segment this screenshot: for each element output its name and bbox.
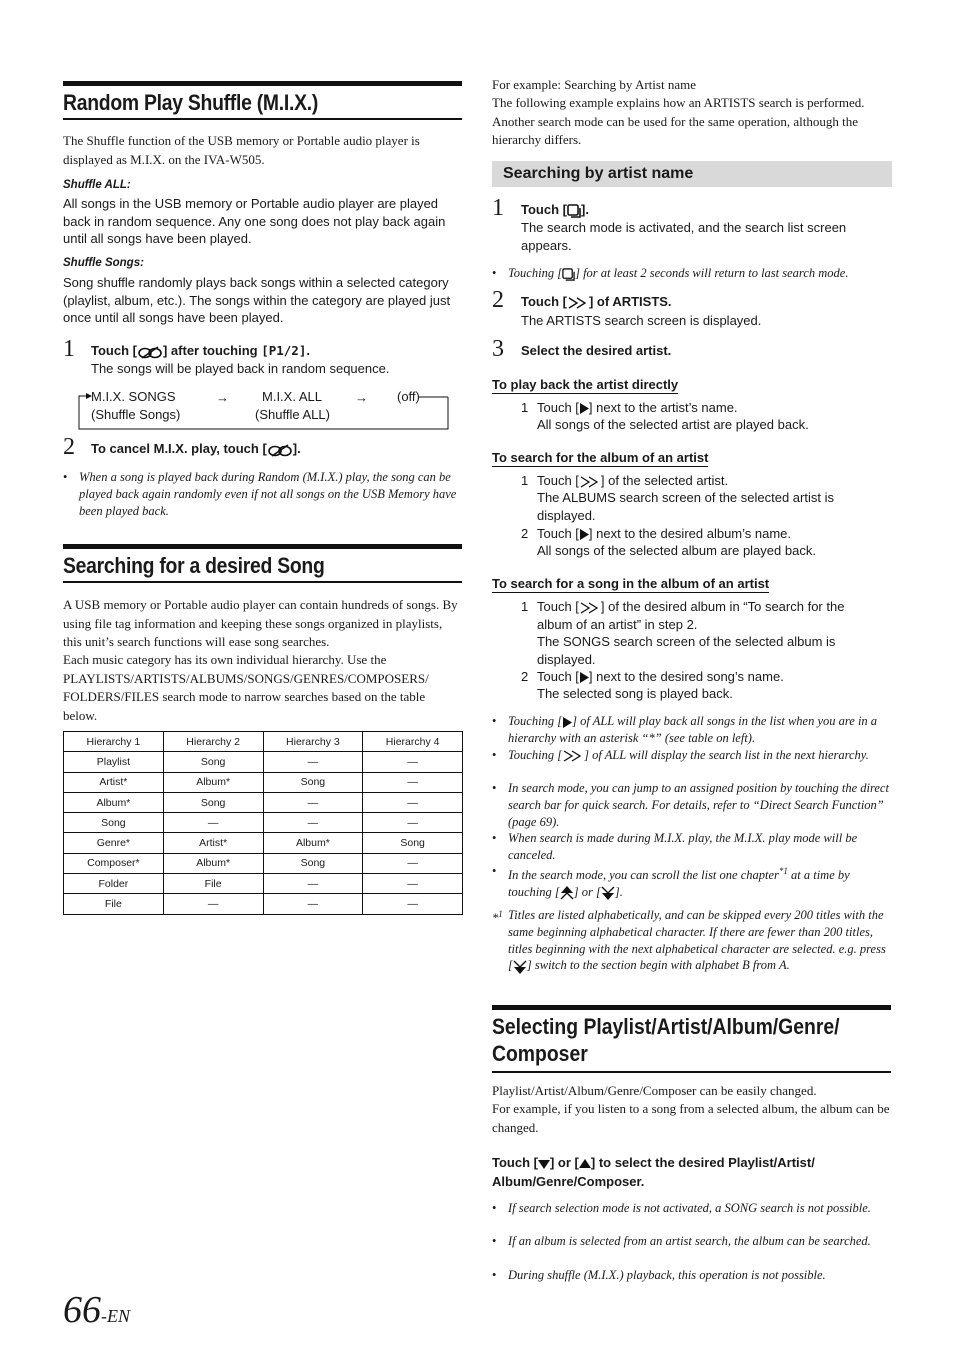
table-cell: Artist* <box>64 772 164 792</box>
step-text: ]. <box>292 441 301 456</box>
search-album-step1 <box>521 472 892 490</box>
table-header-cell: Hierarchy 3 <box>263 732 363 752</box>
shuffle-all-text: All songs in the USB memory or Portable audio player are played back in random sequence. Any one song does not play back again until all songs have been played. <box>63 196 446 246</box>
note-text: During shuffle (M.I.X.) playback, this operation is not possible. <box>508 1268 826 1282</box>
list-number: 2 <box>521 526 529 541</box>
note-scroll-chapter <box>492 863 892 901</box>
selecting-instruction <box>492 1153 892 1191</box>
note-text: In search mode, you can jump to an assigned position by touching the direct search bar for quick search. For details, refer to “Direct Search Function” (page 69). <box>508 781 889 829</box>
selecting-note1 <box>492 1200 892 1217</box>
mix-step1-desc: The songs will be played back in random sequence. <box>91 361 390 376</box>
table-cell: — <box>363 874 463 894</box>
search-mode-icon <box>567 204 581 218</box>
list-number: 1 <box>521 400 529 415</box>
search-album-step2 <box>521 525 892 543</box>
shuffle-songs-title: Shuffle Songs: <box>63 257 144 269</box>
table-cell: Song <box>263 853 363 873</box>
double-chevron-right-icon <box>562 750 584 762</box>
p1-2-label: [P1/2] <box>261 343 307 358</box>
table-header-cell: Hierarchy 4 <box>363 732 463 752</box>
mix-step1-title <box>91 343 310 359</box>
table-cell: Folder <box>64 874 164 894</box>
table-cell: — <box>163 894 263 914</box>
selecting-para1: Playlist/Artist/Album/Genre/Composer can be easily changed. <box>492 1083 817 1098</box>
heading-line: Composer <box>492 1041 588 1066</box>
mix-step2-title <box>91 441 301 457</box>
table-cell: Composer* <box>64 853 164 873</box>
bullet: • <box>492 714 497 728</box>
table-cell: Album* <box>64 792 164 812</box>
note-text: If an album is selected from an artist search, the album can be searched. <box>508 1234 871 1248</box>
bullet: • <box>492 748 497 762</box>
note-mix-canceled <box>492 830 892 864</box>
search-song-step2 <box>521 668 892 686</box>
note-text: at a time by touching [ <box>508 868 850 899</box>
search-song-step1 <box>521 598 877 633</box>
note-next-hierarchy <box>492 747 892 764</box>
cycle-item-mix-songs-sub: (Shuffle Songs) <box>91 407 181 422</box>
table-cell: — <box>163 813 263 833</box>
cycle-item-off: (off) <box>397 389 420 404</box>
table-cell: File <box>64 894 164 914</box>
table-cell: Artist* <box>163 833 263 853</box>
step-number: 1 <box>492 195 504 221</box>
artist-note1 <box>492 265 892 282</box>
table-cell: — <box>263 813 363 833</box>
page-number <box>63 1288 130 1332</box>
instruction-text: Touch [ <box>492 1155 538 1170</box>
table-cell: Song <box>64 813 164 833</box>
table-cell: — <box>363 772 463 792</box>
section-heading-random-play: Random Play Shuffle (M.I.X.) <box>63 81 462 120</box>
step-text: ]. <box>580 202 589 217</box>
table-row <box>64 813 463 833</box>
cycle-arrow: → <box>216 390 229 405</box>
bullet: • <box>492 1234 497 1248</box>
list-number: 1 <box>521 473 529 488</box>
instruction-text: ] or [ <box>549 1155 579 1170</box>
list-text: Touch [ <box>537 599 579 614</box>
list-text: Touch [ <box>537 669 579 684</box>
play-icon <box>579 403 589 414</box>
searching-para2: Each music category has its own individual hierarchy. Use the PLAYLISTS/ARTISTS/ALBUMS/SONGS/GENRES/COMPOSERS/ FOLDERS/FILES search mode to narrow searches based on the table below. <box>63 652 429 723</box>
cycle-item-mix-songs: M.I.X. SONGS <box>91 389 176 404</box>
footnote-mark-number: 1 <box>498 909 503 919</box>
artist-step2-title <box>521 294 672 309</box>
note-text: Touching [ <box>508 748 563 762</box>
mix-icon <box>267 443 293 457</box>
bullet: • <box>492 266 497 280</box>
table-row <box>64 772 463 792</box>
selecting-note3 <box>492 1267 892 1284</box>
table-cell: File <box>163 874 263 894</box>
table-cell: — <box>363 813 463 833</box>
right-intro1: For example: Searching by Artist name <box>492 77 696 92</box>
search-mode-icon <box>562 268 575 281</box>
note-text: When a song is played back during Random (M.I.X.) play, the song can be played back again randomly even if not all songs on the USB Memory have been played back. <box>79 470 457 518</box>
search-song-result: The SONGS search screen of the selected album is displayed. <box>537 634 836 667</box>
mix-icon <box>137 345 163 359</box>
table-row <box>64 752 463 772</box>
artist-step2-desc: The ARTISTS search screen is displayed. <box>521 313 762 328</box>
double-chevron-right-icon <box>579 602 601 614</box>
table-header-cell: Hierarchy 2 <box>163 732 263 752</box>
table-cell: Song <box>363 833 463 853</box>
play-artist-directly-heading: To play back the artist directly <box>492 377 679 392</box>
mix-note <box>63 469 462 519</box>
step-text: To cancel M.I.X. play, touch [ <box>91 441 267 456</box>
table-row <box>64 853 463 873</box>
page-suffix: -EN <box>101 1306 130 1326</box>
section-heading-searching: Searching for a desired Song <box>63 544 462 583</box>
table-cell: Album* <box>163 772 263 792</box>
table-cell: — <box>363 853 463 873</box>
double-chevron-right-icon <box>567 297 589 309</box>
step-text: Touch [ <box>521 202 567 217</box>
table-cell: — <box>363 792 463 812</box>
step-number: 2 <box>63 434 75 460</box>
right-intro2: The following example explains how an ARTISTS search is performed. Another search mode can be used for the same operation, although the hierarchy differs. <box>492 95 865 147</box>
table-cell: — <box>363 894 463 914</box>
asterisk: * <box>492 911 499 926</box>
list-number: 2 <box>521 669 529 684</box>
table-cell: — <box>363 752 463 772</box>
play-icon <box>579 529 589 540</box>
table-row <box>64 894 463 914</box>
search-album-result2: All songs of the selected album are played back. <box>537 543 816 558</box>
table-cell: Song <box>163 792 263 812</box>
down-arrow-icon <box>538 1159 550 1169</box>
note-text: When search is made during M.I.X. play, the M.I.X. play mode will be canceled. <box>508 831 858 862</box>
shuffle-all-title: Shuffle ALL: <box>63 179 131 191</box>
play-icon <box>579 672 589 683</box>
shuffle-songs-text: Song shuffle randomly plays back songs within a selected category (playlist, album, etc.). The songs within the category are played just once until all songs have been played. <box>63 275 451 325</box>
table-cell: — <box>263 752 363 772</box>
search-song-result2: The selected song is played back. <box>537 686 733 701</box>
cycle-arrow: → <box>355 390 368 405</box>
step-text: Touch [ <box>521 294 567 309</box>
bullet: • <box>63 470 68 484</box>
table-cell: Playlist <box>64 752 164 772</box>
bullet: • <box>492 1268 497 1282</box>
section-heading-selecting <box>492 1005 891 1073</box>
list-text: ] of the selected artist. <box>600 473 729 488</box>
double-chevron-right-icon <box>579 476 601 488</box>
cycle-item-mix-all-sub: (Shuffle ALL) <box>255 407 330 422</box>
step-text: ] after touching <box>162 343 262 358</box>
note-text: ] switch to the section begin with alphabet B from A. <box>526 958 790 973</box>
page-down-icon <box>601 885 615 901</box>
play-artist-step1 <box>521 399 892 417</box>
cycle-item-mix-all: M.I.X. ALL <box>262 389 322 404</box>
up-arrow-icon <box>579 1159 591 1169</box>
instruction-text: ] to select the desired Playlist/Artist/ Album/Genre/Composer. <box>492 1155 815 1189</box>
list-text: Touch [ <box>537 400 579 415</box>
footnote-mark <box>492 906 508 927</box>
table-cell: — <box>263 874 363 894</box>
step-text: . <box>306 343 310 358</box>
table-cell: Genre* <box>64 833 164 853</box>
note-text: Titles are listed alphabetically, and can be skipped every 200 titles with the same beginning alphabetical character. If there are fewer than 200 titles, titles beginning with the next alphabetical character are selected. e.g. press [ <box>508 908 886 973</box>
note-text: ]. <box>614 884 623 899</box>
artist-step1-title <box>521 202 589 218</box>
list-text: ] next to the desired song’s name. <box>588 669 784 684</box>
table-cell: Album* <box>163 853 263 873</box>
page-down-icon <box>513 959 527 975</box>
table-cell: Song <box>263 772 363 792</box>
note-text: Touching [ <box>508 714 563 728</box>
table-row <box>64 833 463 853</box>
bullet: • <box>492 831 497 845</box>
searching-para1: A USB memory or Portable audio player can contain hundreds of songs. By using file tag information and keeping these songs organized in playlists, this unit’s search functions will ease song searches. <box>63 597 458 649</box>
note-text: Touching [ <box>508 266 563 280</box>
table-header-cell: Hierarchy 1 <box>64 732 164 752</box>
play-icon <box>562 717 572 728</box>
list-number: 1 <box>521 599 529 614</box>
mix-cycle-diagram <box>78 388 449 430</box>
table-header-row <box>64 732 463 752</box>
table-row <box>64 792 463 812</box>
footnote-text <box>508 907 892 975</box>
search-album-result: The ALBUMS search screen of the selected artist is displayed. <box>537 490 834 523</box>
table-cell: — <box>263 792 363 812</box>
heading-line: Selecting Playlist/Artist/Album/Genre/ <box>492 1014 840 1039</box>
note-text: ] or [ <box>573 884 601 899</box>
list-text: ] next to the artist’s name. <box>588 400 738 415</box>
selecting-note2 <box>492 1233 892 1250</box>
artist-step3-title: Select the desired artist. <box>521 343 672 358</box>
play-artist-result: All songs of the selected artist are played back. <box>537 417 809 432</box>
table-row <box>64 874 463 894</box>
note-text: If search selection mode is not activated, a SONG search is not possible. <box>508 1201 871 1215</box>
bullet: • <box>492 781 497 795</box>
bullet: • <box>492 864 497 878</box>
step-number: 3 <box>492 336 504 362</box>
note-text: ] of ALL will display the search list in the next hierarchy. <box>584 748 869 762</box>
hierarchy-table <box>63 731 463 915</box>
selecting-para2: For example, if you listen to a song from a selected album, the album can be changed. <box>492 1101 890 1135</box>
page-up-icon <box>560 885 574 901</box>
table-cell: Song <box>163 752 263 772</box>
search-song-heading: To search for a song in the album of an artist <box>492 576 770 591</box>
step-number: 2 <box>492 287 504 313</box>
table-cell: — <box>263 894 363 914</box>
step-text: Touch [ <box>91 343 137 358</box>
table-cell: Album* <box>263 833 363 853</box>
page-number-value: 66 <box>63 1289 101 1331</box>
note-text: In the search mode, you can scroll the list one chapter <box>508 868 779 883</box>
note-text: ] of ALL will play back all songs in the list when you are in a hierarchy with an asterisk “*” (see table on left). <box>508 714 878 745</box>
list-text: Touch [ <box>537 473 579 488</box>
footnote-ref: *1 <box>778 866 788 876</box>
list-text: ] next to the desired album’s name. <box>588 526 792 541</box>
note-text: ] for at least 2 seconds will return to last search mode. <box>575 266 849 280</box>
note-play-all <box>492 713 892 747</box>
artist-step1-desc: The search mode is activated, and the search list screen appears. <box>521 220 847 253</box>
search-album-heading: To search for the album of an artist <box>492 450 709 465</box>
step-number: 1 <box>63 336 75 362</box>
list-text: Touch [ <box>537 526 579 541</box>
list-text: ] of the desired album in “To search for the album of an artist” in step 2. <box>537 599 845 632</box>
note-direct-search <box>492 780 892 830</box>
searching-by-artist-bar: Searching by artist name <box>492 161 892 187</box>
bullet: • <box>492 1201 497 1215</box>
step-text: ] of ARTISTS. <box>588 294 672 309</box>
random-play-intro: The Shuffle function of the USB memory or Portable audio player is displayed as M.I.X. on the IVA-W505. <box>63 133 420 167</box>
